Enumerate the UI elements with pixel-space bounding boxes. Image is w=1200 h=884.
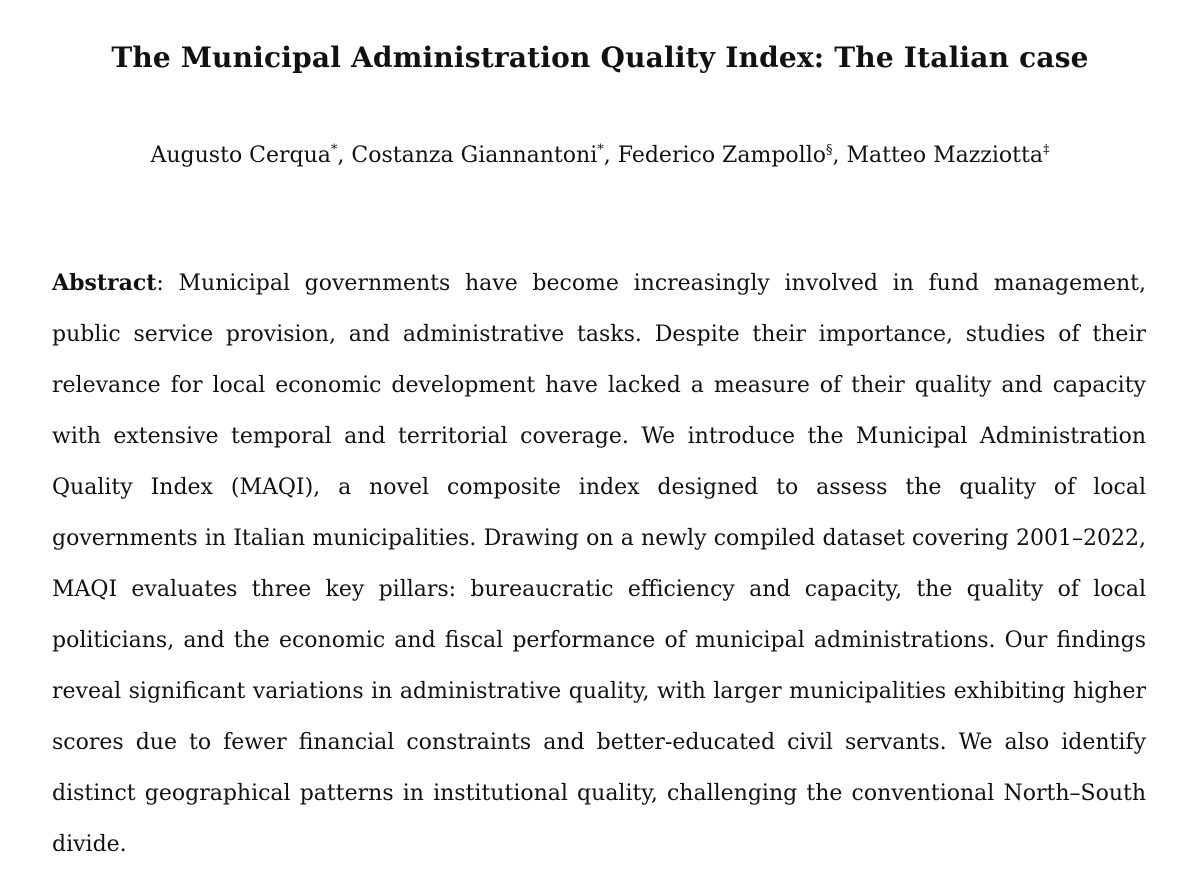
author-separator: ,: [832, 143, 847, 168]
author-list: [0, 143, 1200, 168]
abstract-colon: :: [156, 271, 179, 296]
author-name: Matteo Mazziotta: [846, 143, 1043, 168]
paper-title: The Municipal Administration Quality Index: The Italian case: [111, 40, 1089, 74]
author-name: Costanza Giannantoni: [351, 143, 598, 168]
author-affiliation-mark: *: [330, 142, 338, 158]
abstract-text: Municipal governments have become increasingly involved in fund management, public service provision, and administrative tasks. Despite their importance, studies of their relevance for local economic development have lacked a measure of their quality and capacity with extensive temporal and territorial coverage. We introduce the Municipal Administration Quality Index (MAQI), a novel composite index designed to assess the quality of local governments in Italian municipalities. Drawing on a newly compiled dataset covering 2001–2022, MAQI evaluates three key pillars: bureaucratic efficiency and capacity, the quality of local politicians, and the economic and fiscal performance of municipal administrations. Our findings reveal significant variations in administrative quality, with larger municipalities exhibiting higher scores due to fewer financial constraints and better-educated civil servants. We also identify distinct geographical patterns in institutional quality, challenging the conventional North–South divide.: [52, 271, 1146, 857]
author-separator: ,: [337, 143, 352, 168]
author-separator: ,: [603, 143, 618, 168]
author-name: Federico Zampollo: [617, 143, 826, 168]
author-affiliation-mark: §: [825, 142, 833, 158]
author-name: Augusto Cerqua: [150, 143, 331, 168]
author-affiliation-mark: *: [597, 142, 604, 158]
author-affiliation-mark: ‡: [1042, 142, 1050, 158]
abstract-label: Abstract: [52, 270, 157, 296]
abstract-paragraph: [52, 258, 1146, 870]
